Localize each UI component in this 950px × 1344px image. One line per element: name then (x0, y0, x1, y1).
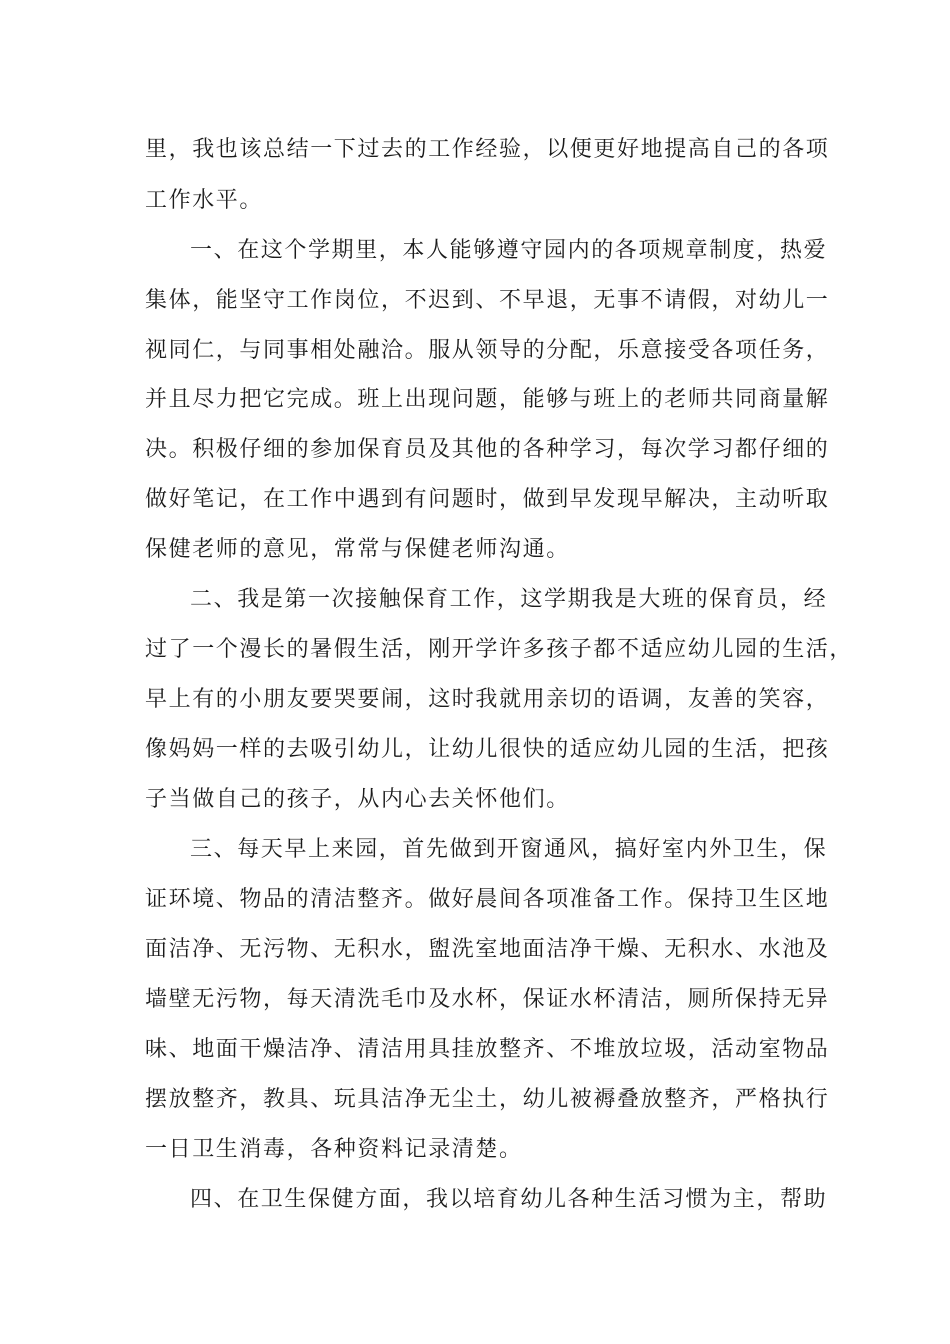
text-line: 里，我也该总结一下过去的工作经验，以便更好地提高自己的各项 (145, 137, 830, 162)
text-line: 过了一个漫长的暑假生活，刚开学许多孩子都不适应幼儿园的生活， (145, 637, 854, 662)
paragraph-2-start: 二、我是第一次接触保育工作，这学期我是大班的保育员，经 (190, 587, 828, 612)
text-line: 集体，能坚守工作岗位，不迟到、不早退，无事不请假，对幼儿一 (145, 288, 830, 313)
text-line: 味、地面干燥洁净、清洁用具挂放整齐、不堆放垃圾，活动室物品 (145, 1037, 830, 1062)
text-line: 保健老师的意见，常常与保健老师沟通。 (145, 537, 570, 562)
text-line: 子当做自己的孩子，从内心去关怀他们。 (145, 787, 570, 812)
text-line: 早上有的小朋友要哭要闹，这时我就用亲切的语调，友善的笑容， (145, 687, 830, 712)
paragraph-4-start: 四、在卫生保健方面，我以培育幼儿各种生活习惯为主，帮助 (190, 1187, 828, 1212)
text-line: 墙壁无污物，每天清洗毛巾及水杯，保证水杯清洁，厕所保持无异 (145, 987, 830, 1012)
text-line: 决。积极仔细的参加保育员及其他的各种学习，每次学习都仔细的 (145, 437, 830, 462)
text-line: 摆放整齐，教具、玩具洁净无尘土，幼儿被褥叠放整齐，严格执行 (145, 1087, 830, 1112)
text-line: 面洁净、无污物、无积水，盥洗室地面洁净干燥、无积水、水池及 (145, 937, 830, 962)
text-line: 视同仁，与同事相处融洽。服从领导的分配，乐意接受各项任务， (145, 338, 830, 363)
text-line: 工作水平。 (145, 188, 264, 213)
paragraph-1-start: 一、在这个学期里，本人能够遵守园内的各项规章制度，热爱 (190, 238, 828, 263)
paragraph-3-start: 三、每天早上来园，首先做到开窗通风，搞好室内外卫生，保 (190, 837, 828, 862)
text-line: 一日卫生消毒，各种资料记录清楚。 (145, 1137, 523, 1162)
text-line: 像妈妈一样的去吸引幼儿，让幼儿很快的适应幼儿园的生活，把孩 (145, 737, 830, 762)
text-line: 并且尽力把它完成。班上出现问题，能够与班上的老师共同商量解 (145, 387, 830, 412)
text-line: 做好笔记，在工作中遇到有问题时，做到早发现早解决，主动听取 (145, 487, 830, 512)
text-line: 证环境、物品的清洁整齐。做好晨间各项准备工作。保持卫生区地 (145, 887, 830, 912)
